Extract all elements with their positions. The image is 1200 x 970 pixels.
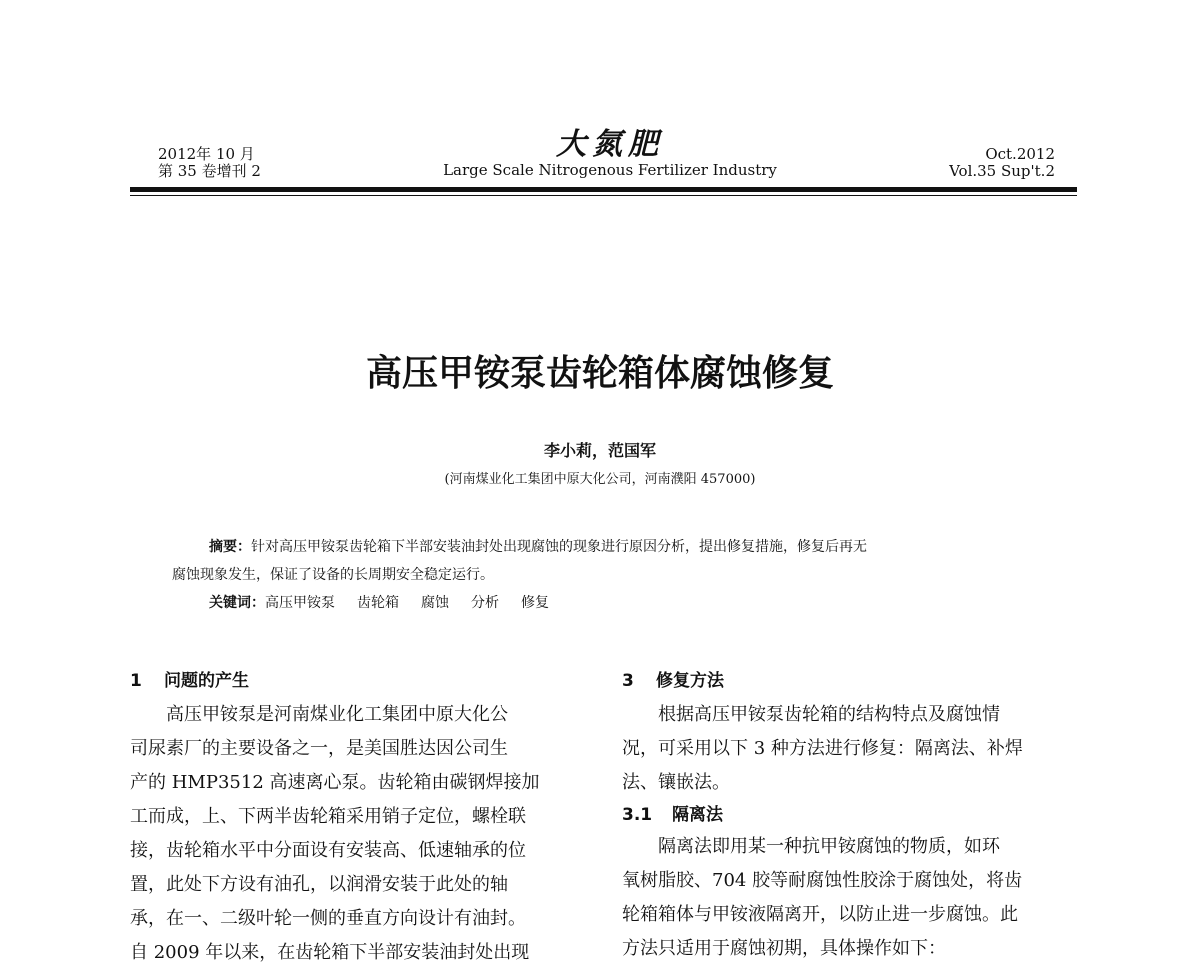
- issue-volume-en: Vol.35 Sup't.2: [949, 162, 1055, 180]
- section-3-heading: [622, 666, 1077, 696]
- journal-logo: 大氮肥: [556, 127, 664, 162]
- section-3-1-number: 3.1: [622, 805, 653, 825]
- body-line: 轮箱箱体与甲铵液隔离开，以防止进一步腐蚀。此: [622, 904, 1018, 925]
- body-line: 隔离法即用某一种抗甲铵腐蚀的物质，如环: [658, 836, 1000, 857]
- section-3-1-title: 隔离法: [672, 805, 723, 825]
- issue-volume-cn: 第 35 卷增刊 2: [158, 162, 261, 180]
- keyword-item: 齿轮箱: [357, 595, 399, 611]
- header-right: [949, 146, 1055, 180]
- abstract-label: 摘要：: [209, 539, 251, 555]
- body-line: 自 2009 年以来，在齿轮箱下半部安装油封处出现: [130, 942, 530, 963]
- body-line: 司尿素厂的主要设备之一，是美国胜达因公司生: [130, 738, 508, 759]
- article-affiliation: (河南煤业化工集团中原大化公司，河南濮阳 457000): [444, 472, 756, 487]
- body-line: 氧树脂胶、704 胶等耐腐蚀性胶涂于腐蚀处，将齿: [622, 870, 1023, 891]
- header-rule-thin: [130, 195, 1077, 196]
- issue-date-cn: 2012年 10 月: [158, 145, 255, 163]
- keyword-item: 高压甲铵泵: [265, 595, 335, 611]
- abstract-text-1: 针对高压甲铵泵齿轮箱下半部安装油封处出现腐蚀的现象进行原因分析，提出修复措施，修复后再无: [251, 539, 867, 555]
- section-3-title: 修复方法: [656, 671, 724, 691]
- body-line: 产的 HMP3512 高速离心泵。齿轮箱由碳钢焊接加: [130, 772, 540, 793]
- body-line: 高压甲铵泵是河南煤业化工集团中原大化公: [166, 704, 508, 725]
- body-line: 况，可采用以下 3 种方法进行修复：隔离法、补焊: [622, 738, 1023, 759]
- body-line: 接，齿轮箱水平中分面设有安装高、低速轴承的位: [130, 840, 526, 861]
- keyword-item: 腐蚀: [421, 595, 449, 611]
- article-authors: 李小莉，范国军: [543, 441, 656, 460]
- abstract-line-1: [172, 533, 1042, 561]
- body-line: 置，此处下方设有油孔，以润滑安装于此处的轴: [130, 874, 508, 895]
- section-1-number: 1: [130, 671, 142, 691]
- journal-name-en: Large Scale Nitrogenous Fertilizer Industry: [443, 161, 777, 179]
- section-1-title: 问题的产生: [164, 671, 249, 691]
- section-3-number: 3: [622, 671, 634, 691]
- body-line: 方法只适用于腐蚀初期，具体操作如下：: [622, 938, 946, 959]
- body-line: 承，在一、二级叶轮一侧的垂直方向设计有油封。: [130, 908, 526, 929]
- keyword-item: 修复: [521, 595, 549, 611]
- keywords: [209, 592, 571, 614]
- issue-date-en: Oct.2012: [985, 145, 1055, 163]
- section-3-1-heading: [622, 800, 1077, 830]
- abstract: [172, 533, 1042, 589]
- header-left: [158, 146, 261, 180]
- body-line: 法、镶嵌法。: [622, 772, 730, 793]
- column-left: [130, 666, 585, 970]
- abstract-text-2: 腐蚀现象发生，保证了设备的长周期安全稳定运行。: [172, 567, 494, 583]
- column-right: [622, 666, 1077, 966]
- keywords-label: 关键词：: [209, 595, 265, 611]
- body-line: 工而成，上、下两半齿轮箱采用销子定位，螺栓联: [130, 806, 526, 827]
- article-title: 高压甲铵泵齿轮箱体腐蚀修复: [365, 353, 834, 394]
- header-rule-thick: [130, 187, 1077, 192]
- keyword-item: 分析: [471, 595, 499, 611]
- section-1-heading: [130, 666, 585, 696]
- body-line: 根据高压甲铵泵齿轮箱的结构特点及腐蚀情: [658, 704, 1000, 725]
- header-center: [400, 128, 820, 179]
